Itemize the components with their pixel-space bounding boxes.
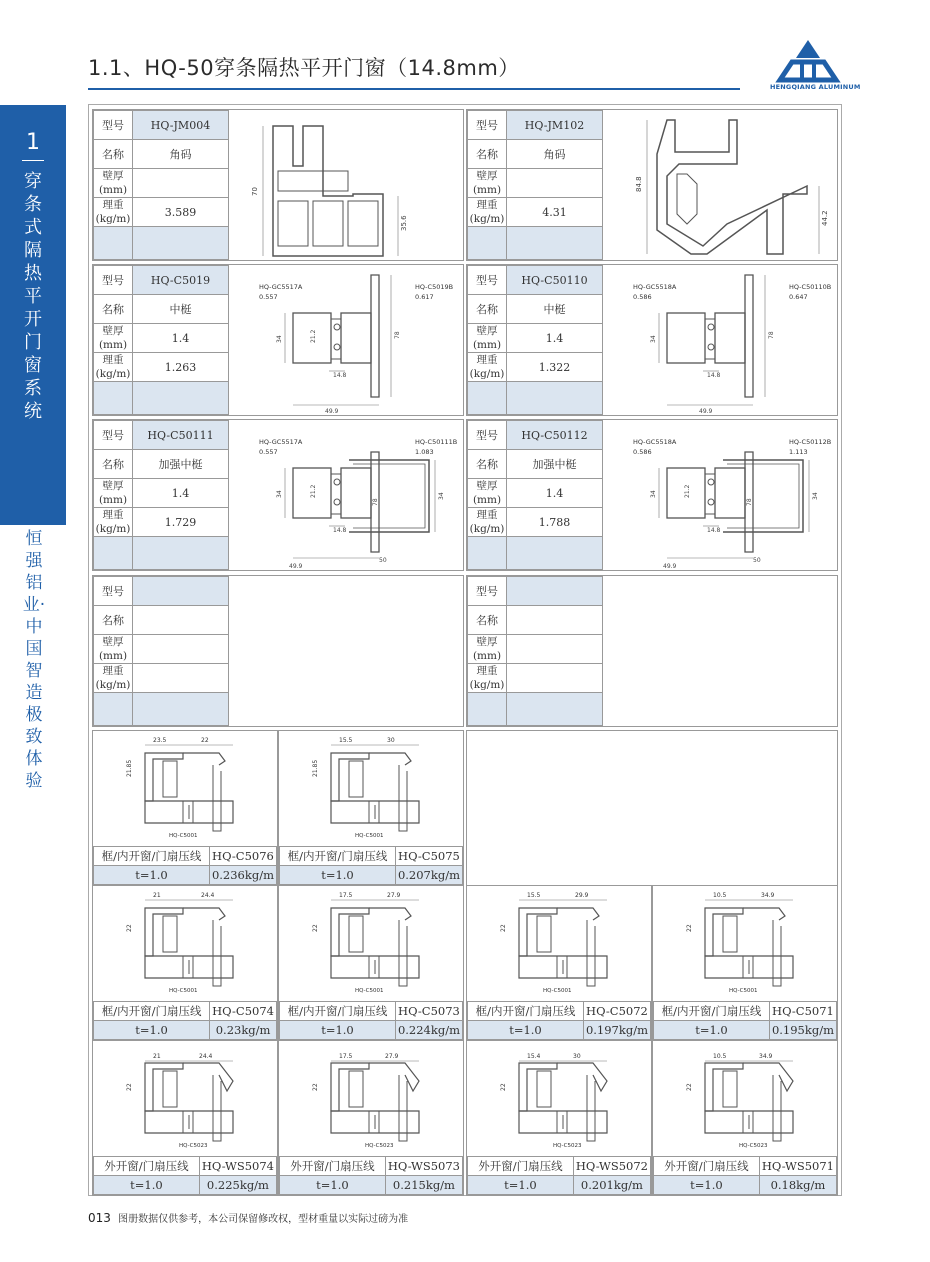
name-value bbox=[507, 606, 603, 635]
bead-spec bbox=[467, 1001, 651, 1040]
bead-cell bbox=[652, 1040, 838, 1196]
profile-panel bbox=[466, 109, 838, 261]
spec-empty bbox=[468, 382, 507, 415]
weight-value bbox=[133, 664, 229, 693]
dim-label: 34 bbox=[650, 335, 657, 343]
dim-label: 14.8 bbox=[333, 372, 347, 379]
model-value bbox=[133, 577, 229, 606]
label-thickness: 壁厚 (mm) bbox=[468, 635, 507, 664]
bead-cell bbox=[92, 730, 278, 886]
dim-label: 44.2 bbox=[821, 210, 829, 226]
label-model: 型号 bbox=[94, 421, 133, 450]
dim-label: 22 bbox=[500, 924, 507, 932]
part-weight: 1.113 bbox=[789, 448, 808, 456]
weight-value: 1.322 bbox=[507, 353, 603, 382]
part-code: HQ-C5019B bbox=[415, 283, 454, 291]
model-value: HQ-JM102 bbox=[507, 111, 603, 140]
dim-label: 22 bbox=[686, 1083, 693, 1091]
bead-weight: 0.224kg/m bbox=[395, 1021, 462, 1040]
bead-thickness: t=1.0 bbox=[654, 1021, 770, 1040]
spec-table bbox=[93, 420, 229, 570]
ref-code: HQ-C5023 bbox=[179, 1143, 208, 1149]
dim-label: 21 bbox=[153, 892, 161, 899]
logo-text: HENGQIANG ALUMINUM bbox=[770, 83, 861, 91]
label-name: 名称 bbox=[94, 140, 133, 169]
model-value: HQ-C50110 bbox=[507, 266, 603, 295]
dim-label: 14.8 bbox=[333, 527, 347, 534]
label-name: 名称 bbox=[94, 295, 133, 324]
weight-value bbox=[507, 664, 603, 693]
bead-model: HQ-C5075 bbox=[395, 847, 462, 866]
bead-thickness: t=1.0 bbox=[280, 1176, 386, 1195]
bead-thickness: t=1.0 bbox=[280, 866, 396, 885]
bead-model: HQ-C5072 bbox=[583, 1002, 650, 1021]
dim-label: 78 bbox=[372, 498, 379, 506]
bead-spec bbox=[93, 1001, 277, 1040]
bead-cell bbox=[466, 885, 652, 1041]
name-value: 角码 bbox=[133, 140, 229, 169]
bead-spec bbox=[93, 1156, 277, 1195]
bead-spec bbox=[467, 1156, 651, 1195]
dim-label: 78 bbox=[746, 498, 753, 506]
thickness-value: 1.4 bbox=[507, 324, 603, 353]
dim-label: 21.85 bbox=[126, 759, 133, 777]
bead-weight: 0.18kg/m bbox=[759, 1176, 836, 1195]
label-model: 型号 bbox=[468, 421, 507, 450]
dim-label: 17.5 bbox=[339, 1053, 353, 1060]
bead-spec bbox=[653, 1001, 837, 1040]
part-code: HQ-C50110B bbox=[789, 283, 832, 291]
part-code: HQ-GC5518A bbox=[633, 438, 677, 446]
part-weight: 0.586 bbox=[633, 448, 652, 456]
spec-table bbox=[467, 576, 603, 726]
dim-label: 21.2 bbox=[684, 484, 691, 498]
profile-drawing bbox=[603, 422, 839, 570]
model-value bbox=[507, 577, 603, 606]
spec-empty bbox=[94, 693, 133, 726]
bead-label: 框/内开窗/门扇压线 bbox=[468, 1002, 584, 1021]
bead-cell bbox=[278, 885, 464, 1041]
bead-label: 框/内开窗/门扇压线 bbox=[654, 1002, 770, 1021]
bead-weight: 0.225kg/m bbox=[199, 1176, 276, 1195]
part-code: HQ-C50111B bbox=[415, 438, 458, 446]
bead-thickness: t=1.0 bbox=[94, 1176, 200, 1195]
dim-label: 49.9 bbox=[699, 408, 713, 415]
chapter-number: 1 bbox=[26, 130, 40, 155]
dim-label: 22 bbox=[312, 1083, 319, 1091]
bead-drawing bbox=[279, 1041, 463, 1153]
dim-label: 70 bbox=[251, 187, 259, 196]
profile-drawing bbox=[233, 116, 463, 258]
spec-empty bbox=[133, 693, 229, 726]
bead-label: 外开窗/门扇压线 bbox=[468, 1157, 574, 1176]
profile-panel bbox=[92, 419, 464, 571]
spec-empty bbox=[94, 537, 133, 570]
spec-empty bbox=[94, 382, 133, 415]
label-weight: 理重 (kg/m) bbox=[468, 198, 507, 227]
bead-weight: 0.197kg/m bbox=[583, 1021, 650, 1040]
bead-cell bbox=[92, 1040, 278, 1196]
profile-panel-empty bbox=[92, 575, 464, 727]
thickness-value bbox=[507, 169, 603, 198]
profile-panel-empty bbox=[466, 575, 838, 727]
dim-label: 78 bbox=[768, 331, 775, 339]
label-weight: 理重 (kg/m) bbox=[468, 353, 507, 382]
dim-label: 30 bbox=[387, 737, 395, 744]
label-weight: 理重 (kg/m) bbox=[468, 664, 507, 693]
bead-weight: 0.215kg/m bbox=[385, 1176, 462, 1195]
label-weight: 理重 (kg/m) bbox=[94, 198, 133, 227]
spec-table bbox=[467, 265, 603, 415]
label-thickness: 壁厚 (mm) bbox=[94, 479, 133, 508]
dim-label: 10.5 bbox=[713, 1053, 727, 1060]
dim-label: 29.9 bbox=[575, 892, 589, 899]
footer bbox=[88, 1210, 408, 1225]
part-weight: 0.586 bbox=[633, 293, 652, 301]
dim-label: 34 bbox=[276, 490, 283, 498]
bead-cell bbox=[278, 1040, 464, 1196]
spec-table bbox=[93, 576, 229, 726]
label-name: 名称 bbox=[468, 295, 507, 324]
weight-value: 1.263 bbox=[133, 353, 229, 382]
spec-table bbox=[467, 110, 603, 260]
part-weight: 0.647 bbox=[789, 293, 808, 301]
label-thickness: 壁厚 (mm) bbox=[94, 324, 133, 353]
dim-label: 22 bbox=[126, 1083, 133, 1091]
bead-drawing bbox=[279, 886, 463, 998]
title-rule bbox=[88, 88, 740, 90]
bead-model: HQ-C5076 bbox=[209, 847, 276, 866]
bead-model: HQ-WS5073 bbox=[385, 1157, 462, 1176]
dim-label: 21.2 bbox=[310, 329, 317, 343]
bead-cell-empty bbox=[466, 730, 838, 886]
dim-label: 27.9 bbox=[385, 1053, 399, 1060]
dim-label: 49.9 bbox=[663, 563, 677, 570]
bead-weight: 0.201kg/m bbox=[573, 1176, 650, 1195]
dim-label: 10.5 bbox=[713, 892, 727, 899]
dim-label: 14.8 bbox=[707, 372, 721, 379]
name-value: 中梃 bbox=[507, 295, 603, 324]
dim-label: 50 bbox=[379, 557, 387, 564]
bead-cell bbox=[278, 730, 464, 886]
label-thickness: 壁厚 (mm) bbox=[468, 169, 507, 198]
spec-empty bbox=[507, 227, 603, 260]
bead-model: HQ-C5074 bbox=[210, 1002, 277, 1021]
profile-panel bbox=[92, 264, 464, 416]
label-thickness: 壁厚 (mm) bbox=[468, 479, 507, 508]
bead-cell bbox=[466, 1040, 652, 1196]
bead-drawing bbox=[93, 1041, 277, 1153]
label-name: 名称 bbox=[468, 140, 507, 169]
dim-label: 22 bbox=[686, 924, 693, 932]
page-title: 1.1、HQ-50穿条隔热平开门窗（14.8mm） bbox=[88, 56, 520, 80]
thickness-value bbox=[133, 169, 229, 198]
name-value bbox=[133, 606, 229, 635]
dim-label: 78 bbox=[394, 331, 401, 339]
label-model: 型号 bbox=[94, 266, 133, 295]
dim-label: 84.8 bbox=[635, 176, 643, 192]
label-model: 型号 bbox=[94, 111, 133, 140]
bead-drawing bbox=[653, 886, 837, 998]
bead-spec bbox=[279, 1156, 463, 1195]
label-thickness: 壁厚 (mm) bbox=[94, 635, 133, 664]
ref-code: HQ-C5001 bbox=[729, 988, 758, 994]
dim-label: 23.5 bbox=[153, 737, 167, 744]
ref-code: HQ-C5001 bbox=[169, 833, 198, 839]
dim-label: 22 bbox=[201, 737, 209, 744]
profile-panel bbox=[92, 109, 464, 261]
page-number: 013 bbox=[88, 1211, 111, 1225]
dim-label: 22 bbox=[126, 924, 133, 932]
label-name: 名称 bbox=[94, 450, 133, 479]
dim-label: 24.4 bbox=[201, 892, 215, 899]
ref-code: HQ-C5001 bbox=[355, 988, 384, 994]
bead-label: 框/内开窗/门扇压线 bbox=[280, 1002, 396, 1021]
label-model: 型号 bbox=[94, 577, 133, 606]
bead-model: HQ-C5071 bbox=[769, 1002, 836, 1021]
bead-model: HQ-WS5072 bbox=[573, 1157, 650, 1176]
dim-label: 22 bbox=[312, 924, 319, 932]
bead-drawing bbox=[467, 1041, 651, 1153]
name-value: 加强中梃 bbox=[507, 450, 603, 479]
bead-weight: 0.236kg/m bbox=[209, 866, 276, 885]
bead-label: 外开窗/门扇压线 bbox=[94, 1157, 200, 1176]
label-weight: 理重 (kg/m) bbox=[94, 664, 133, 693]
spec-table bbox=[467, 420, 603, 570]
thickness-value: 1.4 bbox=[507, 479, 603, 508]
spec-empty bbox=[507, 693, 603, 726]
bead-label: 框/内开窗/门扇压线 bbox=[280, 847, 396, 866]
label-weight: 理重 (kg/m) bbox=[94, 353, 133, 382]
bead-weight: 0.195kg/m bbox=[769, 1021, 836, 1040]
profile-panel bbox=[466, 264, 838, 416]
dim-label: 34 bbox=[438, 492, 445, 500]
spec-empty bbox=[507, 537, 603, 570]
spec-empty bbox=[94, 227, 133, 260]
dim-label: 27.9 bbox=[387, 892, 401, 899]
chapter-rule bbox=[22, 160, 44, 161]
model-value: HQ-JM004 bbox=[133, 111, 229, 140]
bead-drawing bbox=[653, 1041, 837, 1153]
bead-spec bbox=[93, 846, 277, 885]
part-weight: 0.557 bbox=[259, 448, 278, 456]
thickness-value bbox=[133, 635, 229, 664]
label-weight: 理重 (kg/m) bbox=[94, 508, 133, 537]
label-thickness: 壁厚 (mm) bbox=[468, 324, 507, 353]
weight-value: 1.788 bbox=[507, 508, 603, 537]
bead-thickness: t=1.0 bbox=[280, 1021, 396, 1040]
bead-drawing bbox=[467, 886, 651, 998]
dim-label: 30 bbox=[573, 1053, 581, 1060]
thickness-value: 1.4 bbox=[133, 324, 229, 353]
dim-label: 21.2 bbox=[310, 484, 317, 498]
spec-empty bbox=[468, 537, 507, 570]
dim-label: 21.85 bbox=[312, 759, 319, 777]
ref-code: HQ-C5001 bbox=[543, 988, 572, 994]
thickness-value bbox=[507, 635, 603, 664]
label-name: 名称 bbox=[94, 606, 133, 635]
dim-label: 15.5 bbox=[527, 892, 541, 899]
spec-empty bbox=[468, 227, 507, 260]
bead-weight: 0.23kg/m bbox=[210, 1021, 277, 1040]
dim-label: 34 bbox=[812, 492, 819, 500]
profile-drawing bbox=[229, 267, 465, 415]
bead-spec bbox=[279, 1001, 463, 1040]
name-value: 加强中梃 bbox=[133, 450, 229, 479]
dim-label: 15.4 bbox=[527, 1053, 541, 1060]
spec-empty bbox=[133, 227, 229, 260]
dim-label: 14.8 bbox=[707, 527, 721, 534]
bead-thickness: t=1.0 bbox=[468, 1021, 584, 1040]
bead-cell bbox=[92, 885, 278, 1041]
bead-label: 框/内开窗/门扇压线 bbox=[94, 847, 210, 866]
model-value: HQ-C50111 bbox=[133, 421, 229, 450]
bead-label: 外开窗/门扇压线 bbox=[280, 1157, 386, 1176]
label-model: 型号 bbox=[468, 577, 507, 606]
weight-value: 1.729 bbox=[133, 508, 229, 537]
dim-label: 34.9 bbox=[761, 892, 775, 899]
label-weight: 理重 (kg/m) bbox=[468, 508, 507, 537]
bead-cell bbox=[652, 885, 838, 1041]
part-weight: 1.083 bbox=[415, 448, 434, 456]
bead-drawing bbox=[93, 731, 277, 843]
bead-thickness: t=1.0 bbox=[94, 866, 210, 885]
part-code: HQ-GC5517A bbox=[259, 283, 303, 291]
dim-label: 17.5 bbox=[339, 892, 353, 899]
label-thickness: 壁厚 (mm) bbox=[94, 169, 133, 198]
bead-thickness: t=1.0 bbox=[468, 1176, 574, 1195]
dim-label: 50 bbox=[753, 557, 761, 564]
bead-drawing bbox=[279, 731, 463, 843]
spec-empty bbox=[507, 382, 603, 415]
bead-thickness: t=1.0 bbox=[94, 1021, 210, 1040]
bead-thickness: t=1.0 bbox=[654, 1176, 760, 1195]
label-name: 名称 bbox=[468, 606, 507, 635]
spec-empty bbox=[133, 537, 229, 570]
dim-label: 15.5 bbox=[339, 737, 353, 744]
name-value: 中梃 bbox=[133, 295, 229, 324]
bead-weight: 0.207kg/m bbox=[395, 866, 462, 885]
profile-drawing bbox=[603, 267, 839, 415]
name-value: 角码 bbox=[507, 140, 603, 169]
bead-spec bbox=[279, 846, 463, 885]
chapter-title: 穿条式隔热平开门窗系统 bbox=[24, 171, 42, 422]
ref-code: HQ-C5023 bbox=[553, 1143, 582, 1149]
model-value: HQ-C50112 bbox=[507, 421, 603, 450]
dim-label: 49.9 bbox=[289, 563, 303, 570]
bead-label: 框/内开窗/门扇压线 bbox=[94, 1002, 210, 1021]
dim-label: 22 bbox=[500, 1083, 507, 1091]
thickness-value: 1.4 bbox=[133, 479, 229, 508]
weight-value: 4.31 bbox=[507, 198, 603, 227]
dim-label: 34.9 bbox=[759, 1053, 773, 1060]
ref-code: HQ-C5023 bbox=[739, 1143, 768, 1149]
brand-slogan: 恒强铝业·中国智造 极致体验 bbox=[22, 529, 46, 791]
spec-table bbox=[93, 110, 229, 260]
spec-table bbox=[93, 265, 229, 415]
part-code: HQ-C50112B bbox=[789, 438, 832, 446]
bead-label: 外开窗/门扇压线 bbox=[654, 1157, 760, 1176]
part-weight: 0.617 bbox=[415, 293, 434, 301]
profile-drawing bbox=[229, 422, 465, 570]
dim-label: 24.4 bbox=[199, 1053, 213, 1060]
dim-label: 35.6 bbox=[400, 215, 408, 231]
bead-model: HQ-WS5071 bbox=[759, 1157, 836, 1176]
profile-drawing bbox=[607, 114, 837, 260]
part-code: HQ-GC5517A bbox=[259, 438, 303, 446]
label-name: 名称 bbox=[468, 450, 507, 479]
weight-value: 3.589 bbox=[133, 198, 229, 227]
footer-note: 图册数据仅供参考，本公司保留修改权，型材重量以实际过磅为准 bbox=[118, 1214, 409, 1225]
ref-code: HQ-C5023 bbox=[365, 1143, 394, 1149]
dim-label: 21 bbox=[153, 1053, 161, 1060]
dim-label: 49.9 bbox=[325, 408, 339, 415]
ref-code: HQ-C5001 bbox=[355, 833, 384, 839]
dim-label: 34 bbox=[276, 335, 283, 343]
bead-model: HQ-WS5074 bbox=[199, 1157, 276, 1176]
spec-empty bbox=[468, 693, 507, 726]
part-weight: 0.557 bbox=[259, 293, 278, 301]
model-value: HQ-C5019 bbox=[133, 266, 229, 295]
spec-empty bbox=[133, 382, 229, 415]
bead-model: HQ-C5073 bbox=[395, 1002, 462, 1021]
label-model: 型号 bbox=[468, 111, 507, 140]
label-model: 型号 bbox=[468, 266, 507, 295]
dim-label: 34 bbox=[650, 490, 657, 498]
profile-panel bbox=[466, 419, 838, 571]
bead-spec bbox=[653, 1156, 837, 1195]
part-code: HQ-GC5518A bbox=[633, 283, 677, 291]
ref-code: HQ-C5001 bbox=[169, 988, 198, 994]
bead-drawing bbox=[93, 886, 277, 998]
